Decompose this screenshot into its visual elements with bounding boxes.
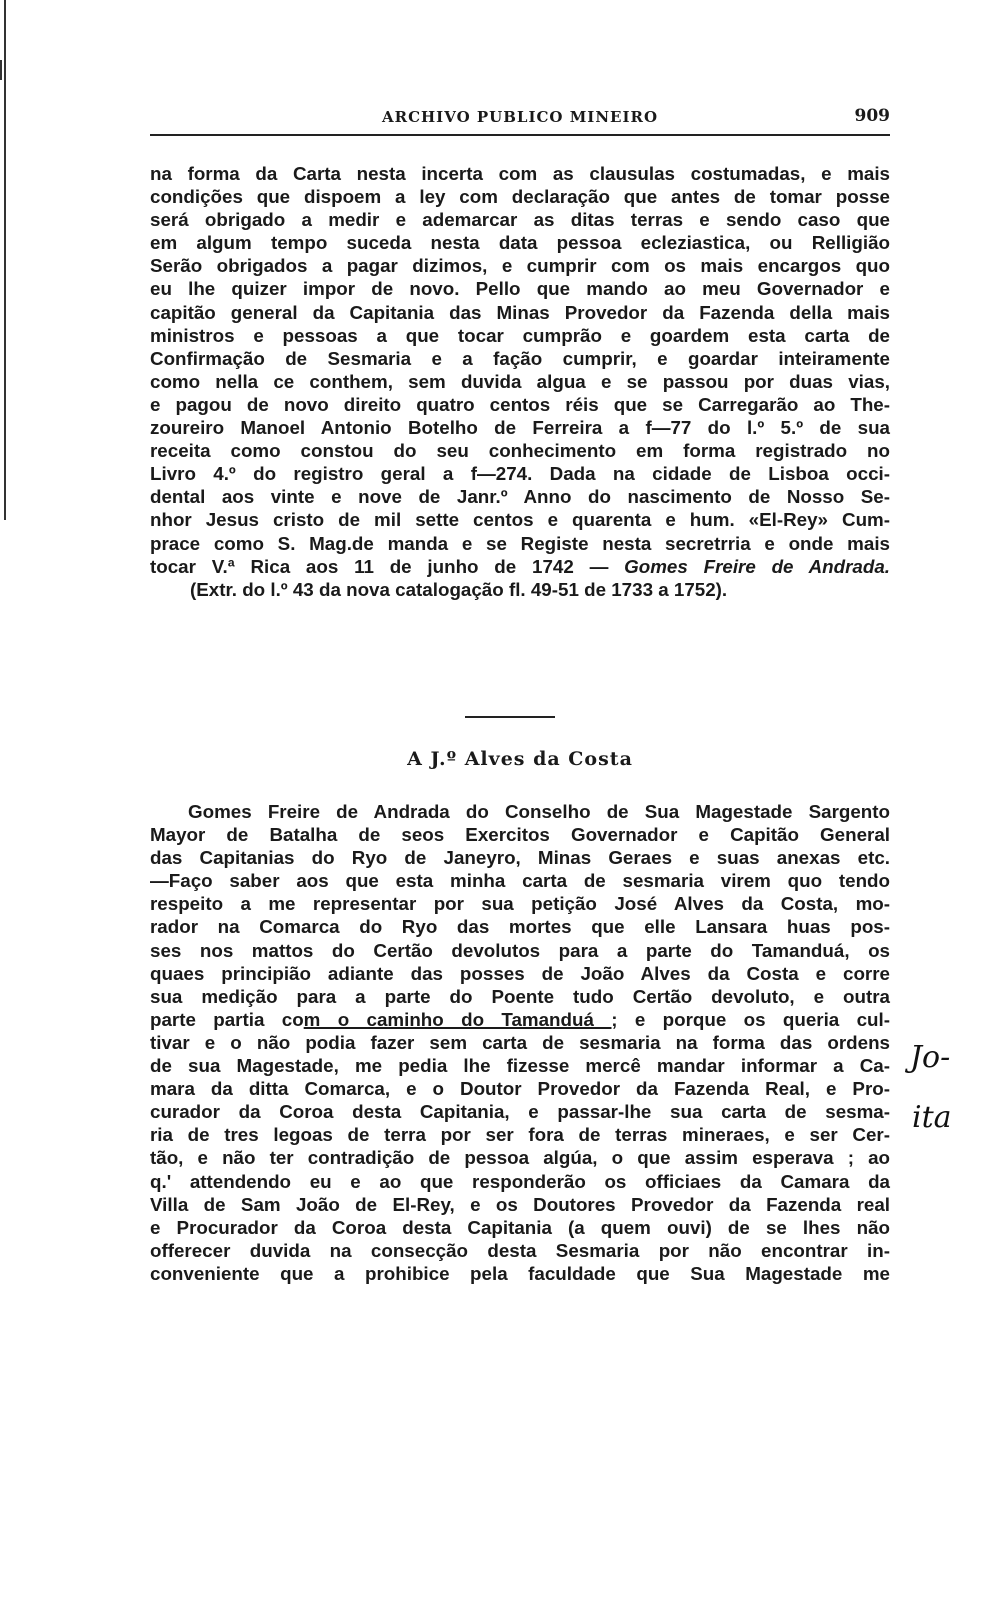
text-line-with-signature — [150, 555, 890, 578]
handwritten-margin-note: Jo- — [910, 1040, 951, 1075]
text-line: na forma da Carta nesta incerta com as clausulas costumadas, e mais — [150, 163, 890, 184]
text-line: offerecer duvida na consecção desta Sesmaria por não encontrar in- — [150, 1239, 890, 1261]
text-line-underlined — [150, 1008, 890, 1031]
text-line: q.' attendendo eu e ao que responderão os officiaes da Camara da — [150, 1170, 890, 1192]
text-line: curador da Coroa desta Capitania, e passar-lhe sua carta de sesma- — [150, 1101, 890, 1123]
text-line: e pagou de novo direito quatro centos réis que se Carregarão ao The- — [150, 393, 890, 415]
text-line-start: tocar V.ª Rica aos 11 de junho de 1742 — — [150, 555, 625, 577]
text-line: respeito a me representar por sua petição José Alves da Costa, mo- — [150, 893, 890, 915]
text-line: em algum tempo suceda nesta data pessoa ecleziastica, ou Relligião — [150, 232, 890, 254]
text-line: Gomes Freire de Andrada do Conselho de Sua Magestade Sargento — [188, 801, 890, 822]
text-line: será obrigado a medir e ademarcar as ditas terras e sendo caso que — [150, 209, 890, 231]
page-number: 909 — [854, 106, 890, 126]
text-block-2 — [150, 800, 890, 1285]
section-heading: A J.º Alves da Costa — [407, 748, 633, 770]
text-line: condições que dispoem a ley com declaração que antes de tomar posse — [150, 186, 890, 208]
text-line: Confirmação de Sesmaria e a fação cumprir, e goardar inteiramente — [150, 347, 890, 369]
text-block-1 — [150, 162, 890, 601]
text-line: sua medição para a parte do Poente tudo Certão devoluto, e outra — [150, 985, 890, 1007]
text-line: receita como constou do seu conhecimento em forma registrado no — [150, 440, 890, 462]
text-line: e Procurador da Coroa desta Capitania (a quem ouvi) de se lhes não — [150, 1216, 890, 1238]
signature: Gomes Freire de Andrada. — [624, 555, 890, 577]
text-line: tão, e não ter contradição de pessoa algúa, o que assim esperava ; ao — [150, 1147, 890, 1169]
text-line: Serão obrigados a pagar dizimos, e cumprir com os mais encargos quo — [150, 255, 890, 277]
scan-edge-mark — [0, 60, 14, 80]
text-line: prace como S. Mag.de manda e se Registe nesta secretrria e onde mais — [150, 532, 890, 554]
text-line: quaes principião adiante das posses de João Alves da Costa e corre — [150, 962, 890, 984]
header-title: ARCHIVO PUBLICO MINEIRO — [381, 108, 659, 126]
text-line: zoureiro Manoel Antonio Botelho de Ferreira a f—77 do l.º 5.º de sua — [150, 417, 890, 439]
handwritten-margin-note: ita — [912, 1100, 952, 1135]
document-page — [150, 0, 890, 1604]
text-line: como nella ce conthem, sem duvida algua e se passou por duas vias, — [150, 370, 890, 392]
text-line: eu lhe quizer impor de novo. Pello que mando ao meu Governador e — [150, 278, 890, 300]
text-line: conveniente que a prohibice pela faculdade que Sua Magestade me — [150, 1262, 890, 1284]
text-line: ses nos mattos do Certão devolutos para a parte do Tamanduá, os — [150, 939, 890, 961]
text-line: mara da ditta Comarca, e o Doutor Provedor da Fazenda Real, e Pro- — [150, 1078, 890, 1100]
text-line: —Faço saber aos que esta minha carta de sesmaria virem quo tendo — [150, 870, 890, 892]
underlined-phrase: m o caminho do Tamanduá ; — [303, 1008, 618, 1030]
text-line: das Capitanias do Ryo de Janeyro, Minas Geraes e suas anexas etc. — [150, 847, 890, 869]
text-line: ministros e pessoas a que tocar cumprão e goardem esta carta de — [150, 324, 890, 346]
section-divider — [465, 716, 555, 718]
text-line: ria de tres legoas de terra por ser fora de terras mineraes, e ser Cer- — [150, 1124, 890, 1146]
text-line: dental aos vinte e nove de Janr.º Anno do nascimento de Nosso Se- — [150, 486, 890, 508]
extract-note: (Extr. do l.º 43 da nova catalogação fl. 49-51 de 1733 a 1752). — [190, 578, 728, 600]
text-segment: parte partia co — [150, 1008, 304, 1030]
text-line: rador na Comarca do Ryo das mortes que elle Lansara huas pos- — [150, 916, 890, 938]
text-line: Villa de Sam João de El-Rey, e os Doutores Provedor da Fazenda real — [150, 1193, 890, 1215]
text-segment: e porque os queria cul- — [617, 1008, 890, 1030]
text-line: Mayor de Batalha de seos Exercitos Governador e Capitão General — [150, 824, 890, 846]
text-line: tivar e o não podia fazer sem carta de sesmaria na forma das ordens — [150, 1031, 890, 1053]
text-line: nhor Jesus cristo de mil sette centos e quarenta e hum. «El-Rey» Cum- — [150, 509, 890, 531]
running-header — [150, 100, 890, 136]
text-line: de sua Magestade, me pedia lhe fizesse mercê mandar informar a Ca- — [150, 1055, 890, 1077]
text-line: Livro 4.º do registro geral a f—274. Dada na cidade de Lisboa occi- — [150, 463, 890, 485]
text-line: capitão general da Capitania das Minas Provedor da Fazenda della mais — [150, 301, 890, 323]
